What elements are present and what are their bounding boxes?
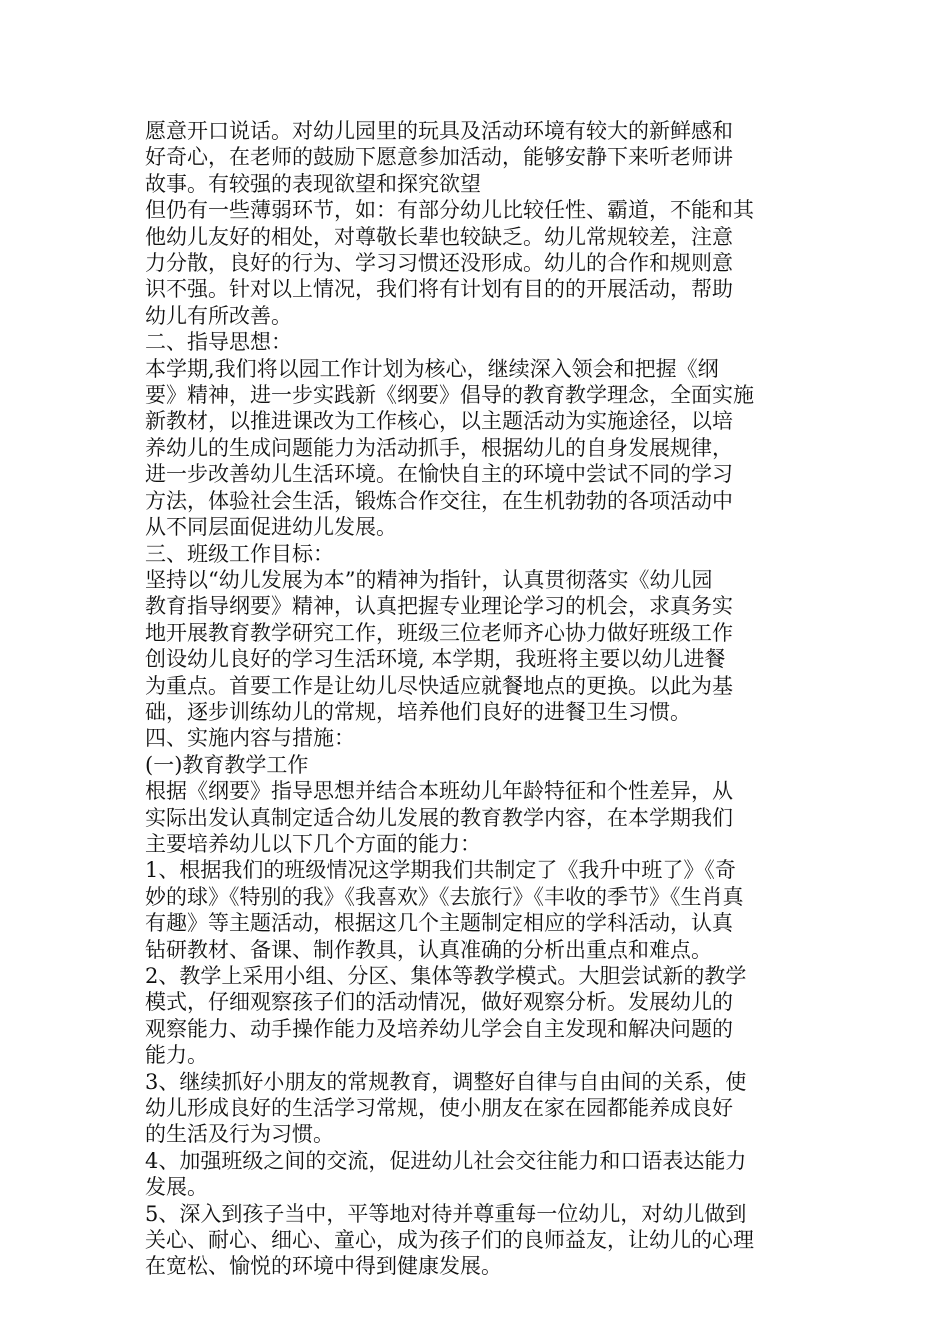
list-item-2: 2、教学上采用小组、分区、集体等教学模式。大胆尝试新的教学 模式，仔细观察孩子们的活动情况，做好观察分析。发展幼儿的 观察能力、动手操作能力及培养幼儿学会自主发现和解决问题的 能力。 bbox=[145, 964, 747, 1068]
paragraph-teaching-intro: 根据《纲要》指导思想并结合本班幼儿年龄特征和个性差异，从 实际出发认真制定适合幼儿发展的教育教学内容，在本学期我们 主要培养幼儿以下几个方面的能力： bbox=[145, 779, 733, 856]
document-body bbox=[145, 118, 815, 1280]
list-item-1: 1、根据我们的班级情况这学期我们共制定了《我升中班了》《奇 妙的球》《特别的我》《我喜欢》《去旅行》《丰收的季节》《生肖真 有趣》等主题活动，根据这几个主题制定相应的学科活动，认真 钻研教材、备课、制作教具，认真准确的分析出重点和难点。 bbox=[145, 858, 744, 962]
paragraph-guiding-thought: 本学期,我们将以园工作计划为核心，继续深入领会和把握《纲 要》精神，进一步实践新《纲要》倡导的教育教学理念，全面实施 新教材，以推进课改为工作核心，以主题活动为实施途径，以培 养幼儿的生成问题能力为活动抓手，根据幼儿的自身发展规律， 进一步改善幼儿生活环境。在愉快自主的环境中尝试不同的学习 方法，体验社会生活，锻炼合作交往，在生机勃勃的各项活动中 从不同层面促进幼儿发展。 bbox=[145, 356, 754, 540]
subheading-teaching-work: (一)教育教学工作 bbox=[145, 752, 309, 777]
list-item-4: 4、加强班级之间的交流，促进幼儿社会交往能力和口语表达能力 发展。 bbox=[145, 1148, 747, 1200]
heading-guiding-thought: 二、指导思想： bbox=[145, 330, 292, 355]
paragraph-intro-continued: 愿意开口说话。对幼儿园里的玩具及活动环境有较大的新鲜感和 好奇心，在老师的鼓励下愿意参加活动，能够安静下来听老师讲 故事。有较强的表现欲望和探究欲望 bbox=[145, 119, 733, 196]
list-item-3: 3、继续抓好小朋友的常规教育，调整好自律与自由间的关系，使 幼儿形成良好的生活学习常规，使小朋友在家在园都能养成良好 的生活及行为习惯。 bbox=[145, 1069, 747, 1147]
paragraph-class-goals: 坚持以“幼儿发展为本”的精神为指针，认真贯彻落实《幼儿园 教育指导纲要》精神，认真把握专业理论学习的机会，求真务实 地开展教育教学研究工作，班级三位老师齐心协力做好班级工作 创设幼儿良好的学习生活环境, 本学期，我班将主要以幼儿进餐 为重点。首要工作是让幼儿尽快适应就餐地点的更换。以此为基 础，逐步训练幼儿的常规，培养他们良好的进餐卫生习惯。 bbox=[145, 567, 733, 724]
heading-implementation: 四、实施内容与措施： bbox=[145, 726, 355, 751]
list-item-5: 5、深入到孩子当中，平等地对待并尊重每一位幼儿，对幼儿做到 关心、耐心、细心、童心，成为孩子们的良师益友，让幼儿的心理 在宽松、愉悦的环境中得到健康发展。 bbox=[145, 1201, 754, 1279]
paragraph-weaknesses: 但仍有一些薄弱环节，如：有部分幼儿比较任性、霸道，不能和其 他幼儿友好的相处，对尊敬长辈也较缺乏。幼儿常规较差，注意 力分散，良好的行为、学习习惯还没形成。幼儿的合作和规则意 识不强。针对以上情况，我们将有计划有目的的开展活动，帮助 幼儿有所改善。 bbox=[145, 198, 754, 328]
heading-class-goals: 三、班级工作目标： bbox=[145, 541, 334, 566]
